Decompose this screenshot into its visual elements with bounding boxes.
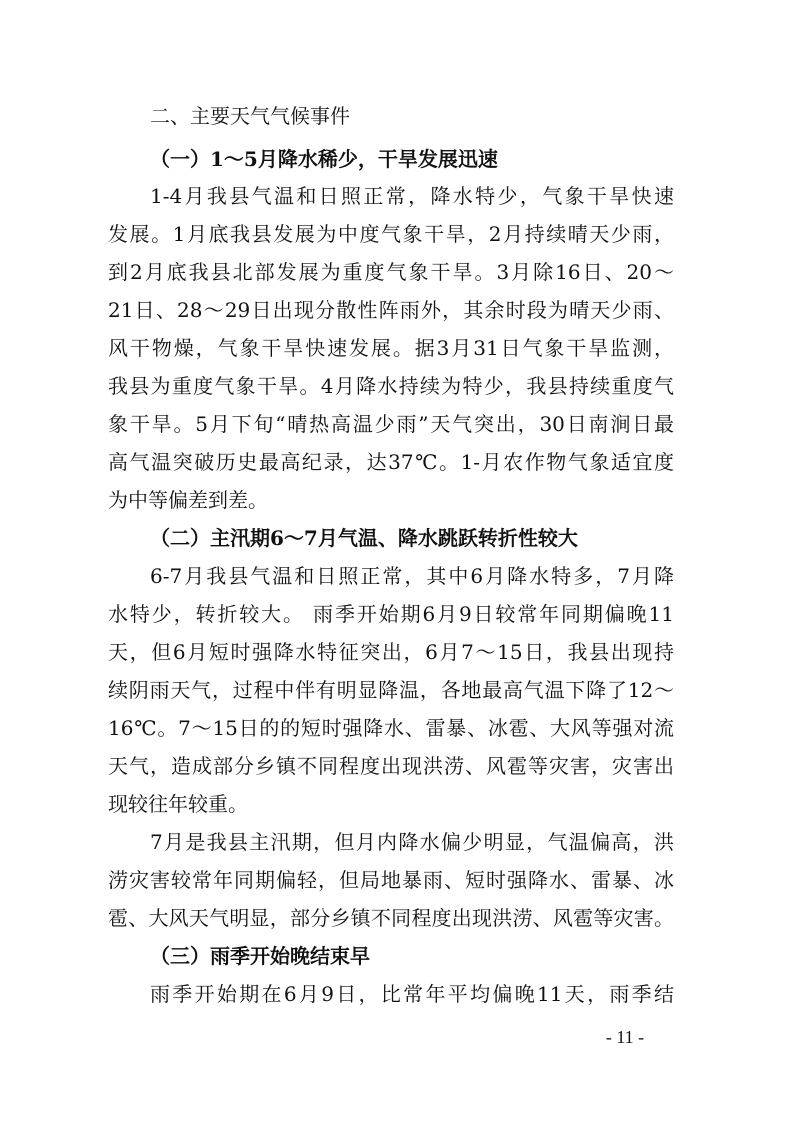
paragraph-line: 到2月底我县北部发展为重度气象干旱。3月除16日、20～	[108, 260, 674, 284]
paragraph-line: 为中等偏差到差。	[108, 488, 268, 512]
paragraph-line: 我县为重度气象干旱。4月降水持续为特少，我县持续重度气	[108, 374, 674, 398]
paragraph-line: 涝灾害较常年同期偏轻，但局地暴雨、短时强降水、雷暴、冰	[108, 868, 674, 892]
paragraph-line: 发展。1月底我县发展为中度气象干旱，2月持续晴天少雨，	[108, 222, 674, 246]
paragraph-line: 21日、28～29日出现分散性阵雨外，其余时段为晴天少雨、	[108, 298, 674, 322]
subsection-heading-3: （三）雨季开始晚结束早	[150, 944, 370, 968]
paragraph-line: 雹、大风天气明显，部分乡镇不同程度出现洪涝、风雹等灾害。	[108, 906, 674, 930]
paragraph-line: 1-4月我县气温和日照正常，降水特少，气象干旱快速	[150, 184, 674, 208]
paragraph-line: 16℃。7～15日的的短时强降水、雷暴、冰雹、大风等强对流	[108, 716, 674, 740]
subsection-heading-2: （二）主汛期6～7月气温、降水跳跃转折性较大	[150, 526, 578, 550]
section-heading: 二、主要天气气候事件	[150, 104, 350, 128]
paragraph-line: 天，但6月短时强降水特征突出，6月7～15日，我县出现持	[108, 640, 674, 664]
paragraph-line: 象干旱。5月下旬“晴热高温少雨”天气突出，30日南涧日最	[108, 412, 674, 436]
paragraph-line: 水特少，转折较大。 雨季开始期6月9日较常年同期偏晚11	[108, 602, 674, 626]
paragraph-line: 风干物燥，气象干旱快速发展。据3月31日气象干旱监测，	[108, 336, 674, 360]
paragraph-line: 6-7月我县气温和日照正常，其中6月降水特多，7月降	[150, 564, 674, 588]
paragraph-line: 续阴雨天气，过程中伴有明显降温，各地最高气温下降了12～	[108, 678, 674, 702]
paragraph-line: 雨季开始期在6月9日，比常年平均偏晚11天，雨季结	[150, 982, 674, 1006]
paragraph-line: 高气温突破历史最高纪录，达37℃。1-月农作物气象适宜度	[108, 450, 674, 474]
paragraph-line: 7月是我县主汛期，但月内降水偏少明显，气温偏高，洪	[150, 830, 674, 854]
paragraph-line: 天气，造成部分乡镇不同程度出现洪涝、风雹等灾害，灾害出	[108, 754, 674, 778]
subsection-heading-1: （一）1～5月降水稀少，干旱发展迅速	[150, 147, 498, 171]
paragraph-line: 现较往年较重。	[108, 792, 248, 816]
page-number: - 11 -	[605, 1027, 645, 1047]
